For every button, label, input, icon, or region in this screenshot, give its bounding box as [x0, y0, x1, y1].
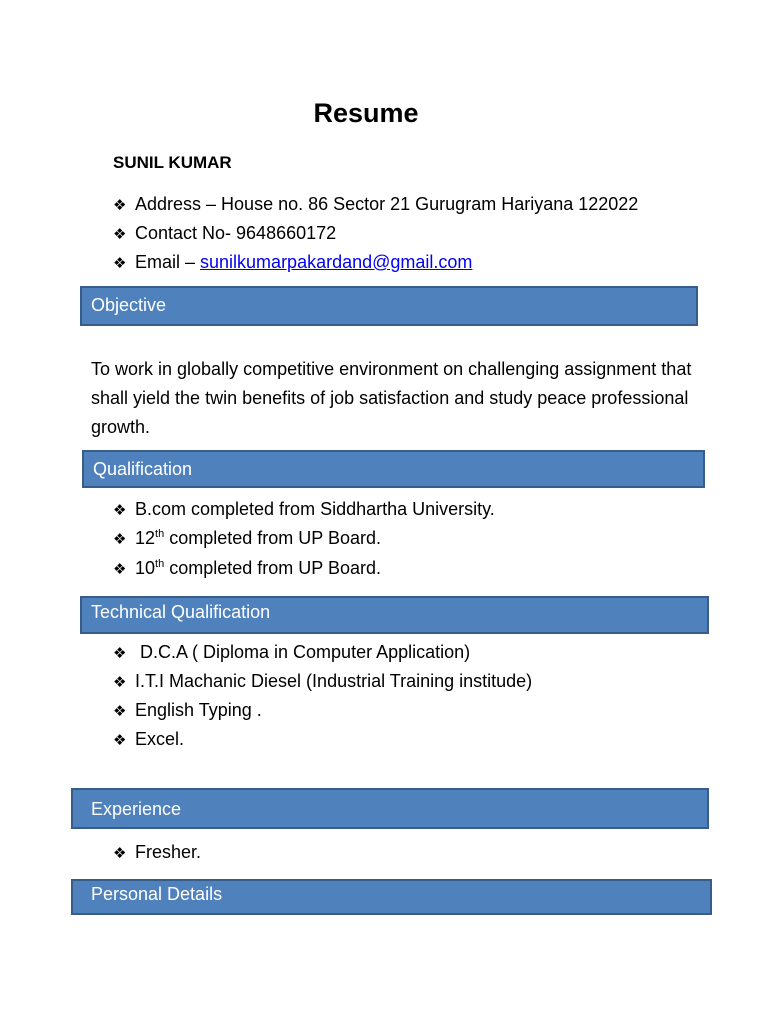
diamond-bullet-icon: ❖	[113, 560, 127, 578]
qualification-item: ❖ B.com completed from Siddhartha University.	[113, 499, 495, 519]
contact-line: ❖ Contact No- 9648660172	[113, 223, 337, 243]
candidate-name: SUNIL KUMAR	[113, 153, 232, 172]
diamond-bullet-icon: ❖	[113, 501, 127, 519]
experience-heading: Experience	[71, 788, 709, 829]
diamond-bullet-icon: ❖	[113, 844, 127, 862]
address-line: ❖ Address – House no. 86 Sector 21 Gurugram Hariyana 122022	[113, 194, 639, 214]
diamond-bullet-icon: ❖	[113, 530, 127, 548]
page-title: Resume	[313, 98, 419, 128]
objective-heading: Objective	[80, 286, 698, 326]
qualification-heading: Qualification	[82, 450, 705, 488]
personal-details-heading: Personal Details	[71, 879, 712, 915]
email-line	[113, 251, 472, 274]
diamond-bullet-icon: ❖	[113, 673, 127, 691]
objective-text: To work in globally competitive environment on challenging assignment that shall yield the twin benefits of job satisfaction and study peace professional growth.	[91, 359, 692, 437]
email-label: Email –	[135, 252, 201, 272]
technical-item: ❖ D.C.A ( Diploma in Computer Application)	[113, 642, 471, 662]
technical-item: ❖ English Typing .	[113, 700, 262, 720]
experience-item: ❖ Fresher.	[113, 842, 202, 862]
diamond-bullet-icon: ❖	[113, 702, 127, 720]
technical-qualification-heading: Technical Qualification	[80, 596, 709, 634]
diamond-bullet-icon: ❖	[113, 225, 127, 243]
qualification-item: ❖ 12th completed from UP Board.	[113, 528, 381, 548]
technical-item: ❖ Excel.	[113, 729, 185, 749]
technical-item: ❖ I.T.I Machanic Diesel (Industrial Training institude)	[113, 671, 533, 691]
diamond-bullet-icon: ❖	[113, 731, 127, 749]
qualification-item: ❖ 10th completed from UP Board.	[113, 558, 381, 578]
diamond-bullet-icon: ❖	[113, 644, 127, 662]
diamond-bullet-icon: ❖	[113, 254, 127, 272]
diamond-bullet-icon: ❖	[113, 196, 127, 214]
email-link[interactable]: sunilkumarpakardand@gmail.com	[200, 252, 473, 272]
